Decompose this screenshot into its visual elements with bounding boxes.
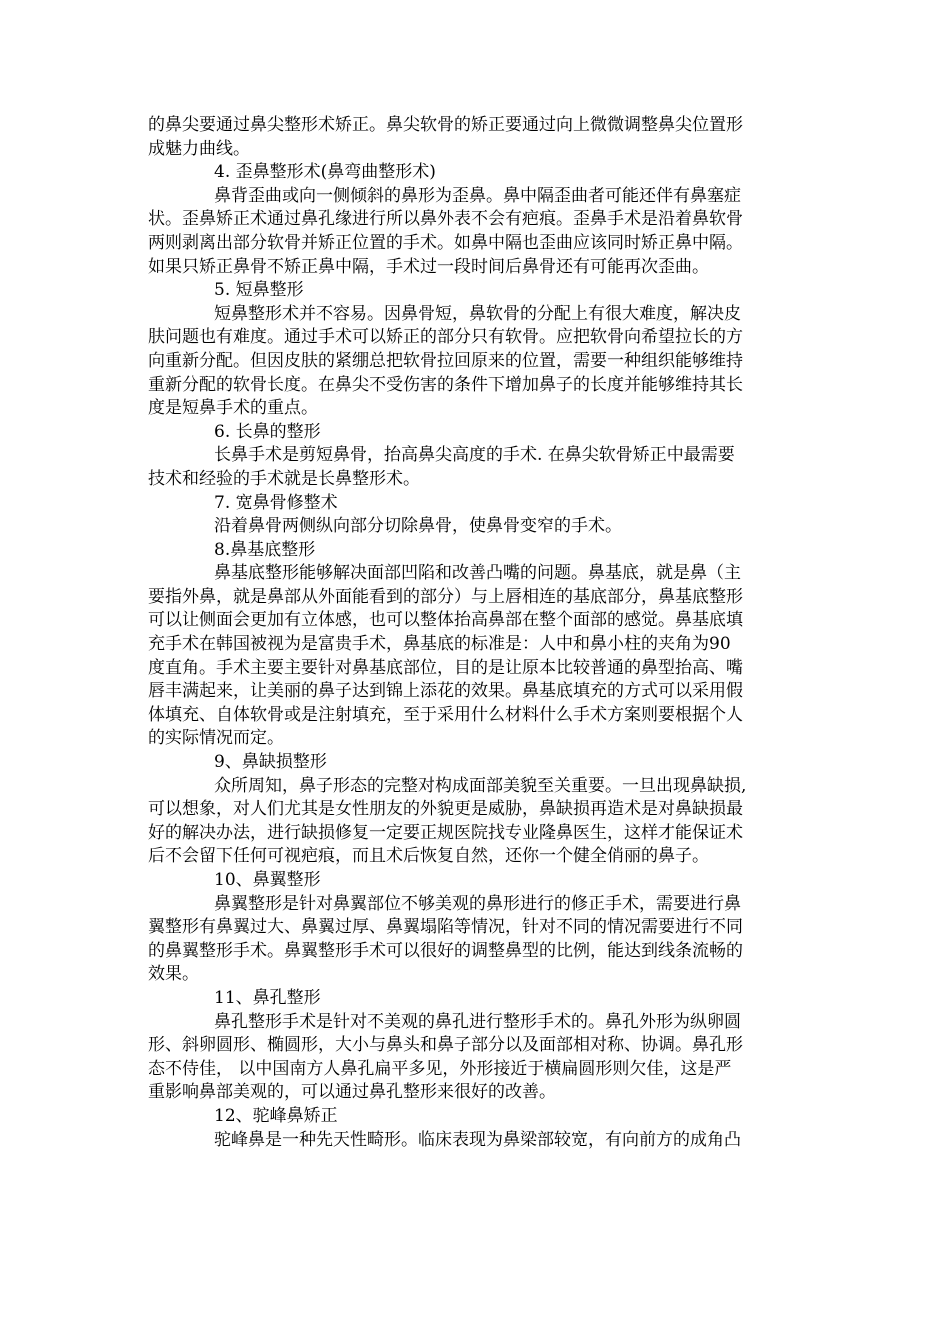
document-page [148,114,810,1152]
section-heading: 7. 宽鼻骨修整术 [214,492,338,513]
paragraph-line: 后不会留下任何可视疤痕，而且术后恢复自然，还你一个健全俏丽的鼻子。 [148,846,709,867]
paragraph-line: 沿着鼻骨两侧纵向部分切除鼻骨，使鼻骨变窄的手术。 [214,516,622,537]
paragraph-line: 向重新分配。但因皮肤的紧绷总把软骨拉回原来的位置，需要一种组织能够维持 [148,350,743,371]
paragraph-line: 态不侍佳， 以中国南方人鼻孔扁平多见，外形接近于横扁圆形则欠佳，这是严 [148,1058,732,1079]
paragraph-line: 鼻基底整形能够解决面部凹陷和改善凸嘴的问题。鼻基底，就是鼻（主 [214,563,741,584]
paragraph-line: 重新分配的软骨长度。在鼻尖不受伤害的条件下增加鼻子的长度并能够维持其长 [148,374,743,395]
paragraph-line: 翼整形有鼻翼过大、鼻翼过厚、鼻翼塌陷等情况，针对不同的情况需要进行不同 [148,917,743,938]
paragraph-line: 体填充、自体软骨或是注射填充，至于采用什么材料什么手术方案则要根据个人 [148,704,743,725]
section-heading: 9、鼻缺损整形 [214,752,327,773]
paragraph-line: 度直角。手术主要主要针对鼻基底部位，目的是让原本比较普通的鼻型抬高、嘴 [148,657,743,678]
paragraph-line: 可以让侧面会更加有立体感，也可以整体抬高鼻部在整个面部的感觉。鼻基底填 [148,610,743,631]
paragraph-line: 好的解决办法，进行缺损修复一定要正规医院找专业隆鼻医生，这样才能保证术 [148,822,743,843]
paragraph-line: 众所周知，鼻子形态的完整对构成面部美貌至关重要。一旦出现鼻缺损, [214,775,747,796]
paragraph-line: 的鼻翼整形手术。鼻翼整形手术可以很好的调整鼻型的比例，能达到线条流畅的 [148,940,743,961]
paragraph-line: 形、斜卵圆形、椭圆形，大小与鼻头和鼻子部分以及面部相对称、协调。鼻孔形 [148,1035,743,1056]
paragraph-line: 的鼻尖要通过鼻尖整形术矫正。鼻尖软骨的矫正要通过向上微微调整鼻尖位置形 [148,115,743,135]
paragraph-line: 可以想象，对人们尤其是女性朋友的外貌更是威胁，鼻缺损再造术是对鼻缺损最 [148,799,743,820]
paragraph-line: 技术和经验的手术就是长鼻整形术。 [148,468,420,489]
paragraph-line: 两则剥离出部分软骨并矫正位置的手术。如鼻中隔也歪曲应该同时矫正鼻中隔。 [148,232,743,253]
section-heading: 5. 短鼻整形 [214,280,304,301]
paragraph-line: 短鼻整形术并不容易。因鼻骨短，鼻软骨的分配上有很大难度，解决皮 [214,303,741,324]
paragraph-line: 效果。 [148,964,199,985]
paragraph-line: 鼻背歪曲或向一侧倾斜的鼻形为歪鼻。鼻中隔歪曲者可能还伴有鼻塞症 [214,185,741,206]
section-heading: 11、鼻孔整形 [214,987,321,1008]
paragraph-line: 要指外鼻，就是鼻部从外面能看到的部分）与上唇相连的基底部分，鼻基底整形 [148,586,743,607]
paragraph-line: 肤问题也有难度。通过手术可以矫正的部分只有软骨。应把软骨向希望拉长的方 [148,327,743,348]
paragraph-line: 鼻孔整形手术是针对不美观的鼻孔进行整形手术的。鼻孔外形为纵卵圆 [214,1011,741,1032]
section-heading: 12、驼峰鼻矫正 [214,1105,338,1126]
paragraph-line: 成魅力曲线。 [148,138,250,159]
paragraph-line: 如果只矫正鼻骨不矫正鼻中隔，手术过一段时间后鼻骨还有可能再次歪曲。 [148,256,709,277]
section-heading: 6. 长鼻的整形 [214,421,321,442]
paragraph-line: 的实际情况而定。 [148,728,284,749]
paragraph-line: 唇丰满起来，让美丽的鼻子达到锦上添花的效果。鼻基底填充的方式可以采用假 [148,681,743,702]
paragraph-line: 驼峰鼻是一种先天性畸形。临床表现为鼻梁部较宽，有向前方的成角凸 [214,1129,741,1150]
section-heading: 10、鼻翼整形 [214,870,321,890]
paragraph-line: 重影响鼻部美观的，可以通过鼻孔整形来很好的改善。 [148,1082,556,1103]
paragraph-line: 充手术在韩国被视为是富贵手术，鼻基底的标准是：人中和鼻小柱的夹角为90 [148,634,731,655]
paragraph-line: 状。歪鼻矫正术通过鼻孔缘进行所以鼻外表不会有疤痕。歪鼻手术是沿着鼻软骨 [148,209,743,230]
section-heading: 8.鼻基底整形 [214,539,316,560]
paragraph-line: 度是短鼻手术的重点。 [148,398,318,419]
paragraph-line: 鼻翼整形是针对鼻翼部位不够美观的鼻形进行的修正手术，需要进行鼻 [214,893,741,914]
section-heading: 4. 歪鼻整形术(鼻弯曲整形术) [214,162,436,183]
paragraph-line: 长鼻手术是剪短鼻骨，抬高鼻尖高度的手术. 在鼻尖软骨矫正中最需要 [214,445,735,466]
